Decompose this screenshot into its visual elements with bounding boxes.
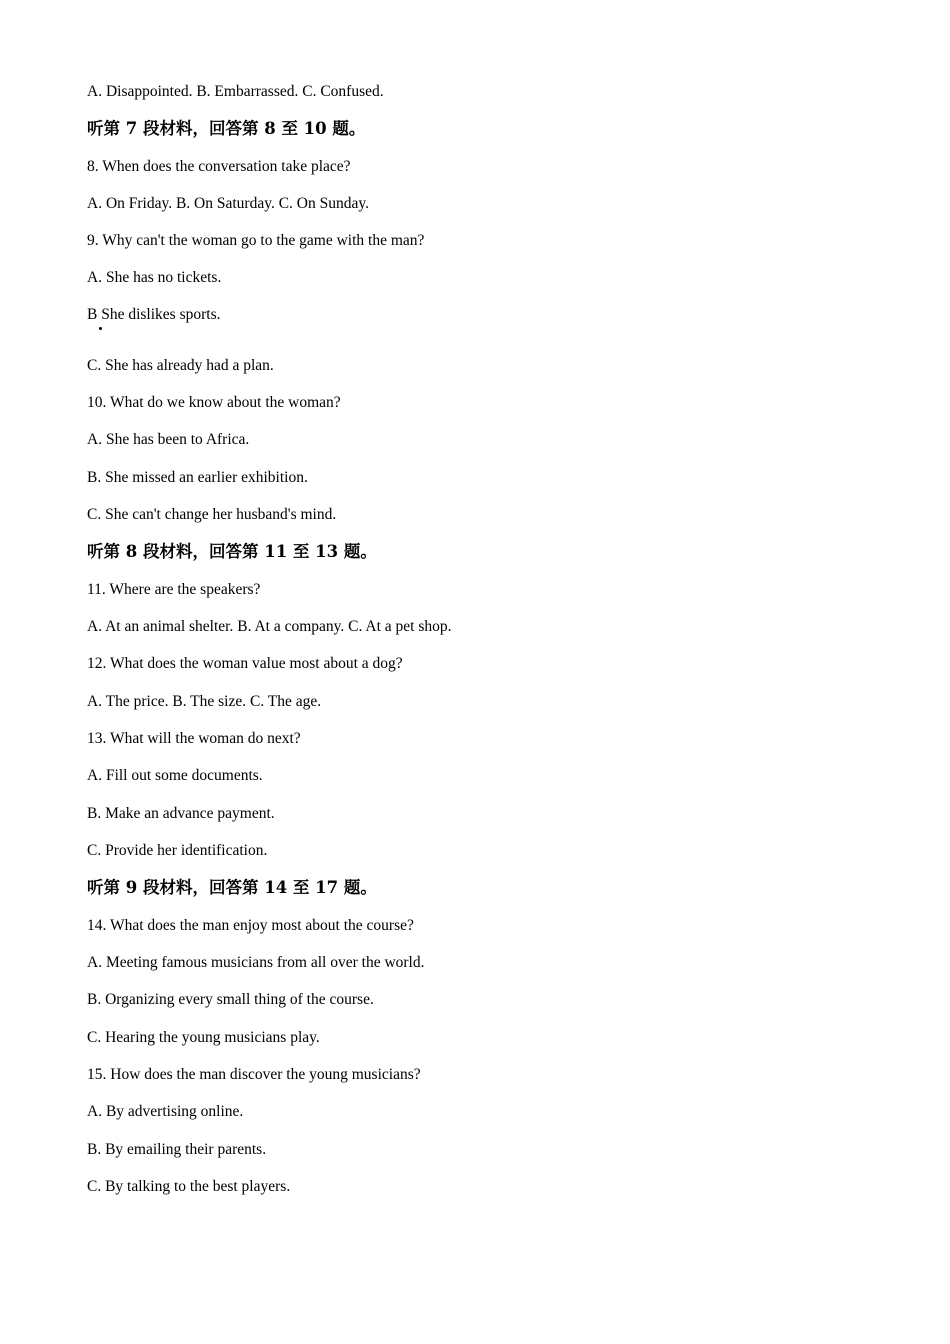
- question-line: 12. What does the woman value most about a dog?: [87, 655, 403, 672]
- option-line: B. By emailing their parents.: [87, 1141, 267, 1158]
- section-heading: 听第 9 段材料，回答第 14 至 17 题。: [87, 878, 377, 897]
- question-line: 9. Why can't the woman go to the game with the man?: [87, 232, 425, 249]
- question-line: 13. What will the woman do next?: [87, 730, 301, 747]
- option-line: B She dislikes sports.: [87, 306, 221, 323]
- option-line: C. Hearing the young musicians play.: [87, 1029, 320, 1046]
- option-line: A. Meeting famous musicians from all over the world.: [87, 954, 425, 971]
- option-line: A. She has been to Africa.: [87, 431, 250, 448]
- option-line: C. She can't change her husband's mind.: [87, 506, 337, 523]
- section-heading: 听第 8 段材料，回答第 11 至 13 题。: [87, 542, 377, 561]
- question-line: 10. What do we know about the woman?: [87, 394, 341, 411]
- option-line: A. She has no tickets.: [87, 269, 222, 286]
- option-line: A. On Friday. B. On Saturday. C. On Sunday.: [87, 195, 369, 212]
- option-line: B. Organizing every small thing of the course.: [87, 991, 374, 1008]
- option-line: C. By talking to the best players.: [87, 1178, 291, 1195]
- option-line: C. Provide her identification.: [87, 842, 268, 859]
- question-line: 14. What does the man enjoy most about the course?: [87, 917, 414, 934]
- option-line: B. Make an advance payment.: [87, 805, 275, 822]
- option-line: C. She has already had a plan.: [87, 357, 274, 374]
- section-heading: 听第 7 段材料，回答第 8 至 10 题。: [87, 119, 366, 138]
- question-line: 15. How does the man discover the young musicians?: [87, 1066, 421, 1083]
- question-line: 11. Where are the speakers?: [87, 581, 261, 598]
- option-line: A. Disappointed. B. Embarrassed. C. Confused.: [87, 83, 384, 100]
- option-line: A. By advertising online.: [87, 1103, 244, 1120]
- option-line: A. The price. B. The size. C. The age.: [87, 693, 322, 710]
- option-line: B. She missed an earlier exhibition.: [87, 469, 308, 486]
- question-line: 8. When does the conversation take place?: [87, 158, 351, 175]
- stray-dot: [99, 327, 102, 330]
- option-line: A. At an animal shelter. B. At a company. C. At a pet shop.: [87, 618, 452, 635]
- option-line: A. Fill out some documents.: [87, 767, 263, 784]
